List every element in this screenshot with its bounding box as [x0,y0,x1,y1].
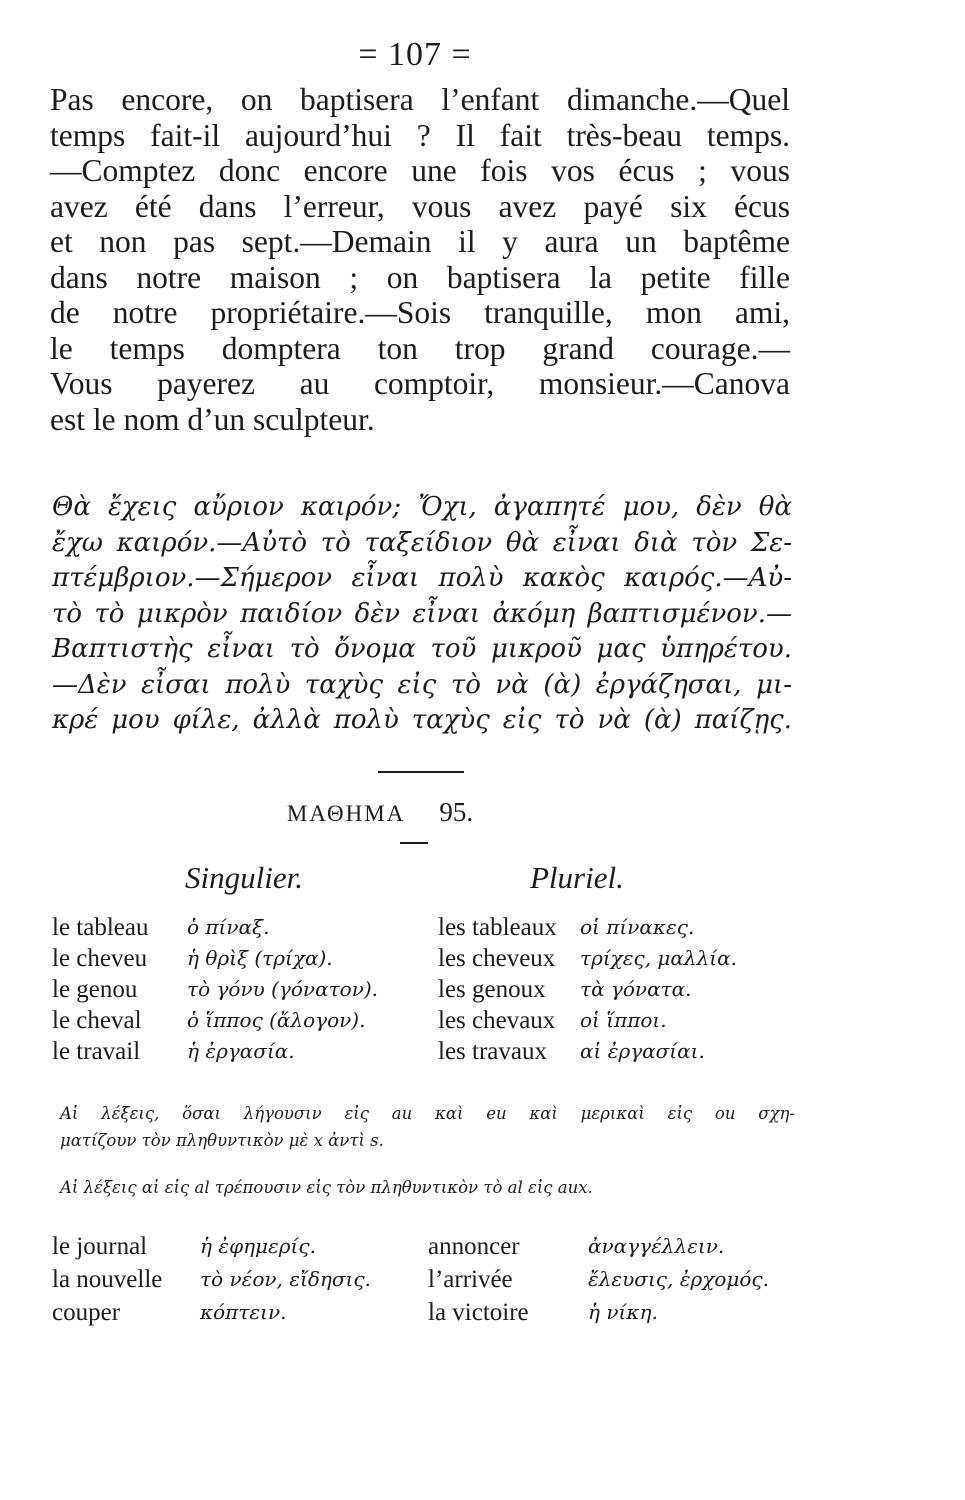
vocab-greek: τὸ νέον, εἴδησις. [200,1267,371,1291]
lesson-heading [0,797,760,828]
vocab-row [52,1005,432,1036]
french-line: et non pas sept.—Demain il y aura un baptême [50,224,790,259]
note-line: Αἱ λέξεις, ὅσαι λήγουσιν εἰς au καὶ eu καὶ μερικαὶ εἰς ou σχη- [60,1104,795,1123]
singular-vocab-list [52,912,432,1067]
vocab-row [52,1036,432,1067]
vocab-greek: ἡ ἐργασία. [187,1039,295,1063]
french-line: —Comptez donc encore une fois vos écus ; vous [50,153,790,188]
greek-line: ἔχω καιρόν.—Αὐτὸ τὸ ταξείδιον θὰ εἶναι διὰ τὸν Σε- [52,527,792,558]
plural-heading: Pluriel. [530,860,624,895]
vocab-greek: τὸ γόνυ (γόνατον). [187,977,379,1001]
vocab-greek: οἱ πίνακες. [580,915,695,939]
vocab-row [52,1263,432,1296]
vocab-french: annoncer [428,1233,520,1260]
vocab-greek: ἡ θρὶξ (τρίχα). [187,946,333,970]
lesson-number: 95. [439,797,474,827]
singular-heading: Singulier. [185,860,303,895]
french-line: temps fait-il aujourd’hui ? Il fait très-beau temps. [50,117,790,153]
vocab-greek: τὰ γόνατα. [580,977,692,1001]
grammar-note-plural-x [60,1100,795,1154]
vocab-row [428,1230,798,1263]
vocab-row [438,974,798,1005]
vocab-french: les travaux [438,1038,547,1065]
vocab-french: les cheveux [438,945,556,972]
grammar-note-plural-aux [60,1174,795,1201]
vocab-french: le journal [52,1233,148,1260]
vocab-greek: ὁ ἵππος (ἄλογον). [187,1008,366,1032]
vocab-row [438,1005,798,1036]
vocab-row [52,1296,432,1329]
french-line: avez été dans l’erreur, vous avez payé six écus [50,188,790,224]
vocab-greek: ἡ νίκη. [588,1300,658,1324]
note-line: ματίζουν τὸν πληθυντικὸν μὲ x ἀντὶ s. [60,1131,384,1150]
greek-line: —Δὲν εἶσαι πολὺ ταχὺς εἰς τὸ νὰ (ὰ) ἐργάζησαι, μι- [52,669,792,700]
vocab-row [52,974,432,1005]
vocab-greek: οἱ ἵπποι. [580,1008,667,1032]
vocab-greek: ἀναγγέλλειν. [588,1234,725,1258]
short-divider [400,842,428,844]
extra-vocab-left [52,1230,432,1329]
vocab-row [438,1036,798,1067]
vocab-row [52,912,432,943]
vocab-french: la victoire [428,1299,529,1326]
vocab-french: les chevaux [438,1007,556,1034]
section-divider [378,771,464,773]
vocab-french: le cheval [52,1007,142,1034]
vocab-row [52,1230,432,1263]
vocab-greek: ὁ πίναξ. [187,915,270,939]
vocab-french: les genoux [438,976,546,1003]
vocab-french: la nouvelle [52,1266,163,1293]
vocab-french: le travail [52,1038,141,1065]
vocab-row [438,943,798,974]
vocab-french: le cheveu [52,945,148,972]
greek-exercise-text [52,490,792,739]
vocab-french: l’arrivée [428,1266,513,1293]
french-exercise-text [50,82,790,437]
vocab-row [52,943,432,974]
french-line: Pas encore, on baptisera l’enfant dimanche.—Quel [50,82,790,117]
french-line: Vous payerez au comptoir, monsieur.—Canova [50,366,790,401]
vocab-greek: κόπτειν. [200,1300,287,1324]
plural-vocab-list [438,912,798,1067]
greek-line: Θὰ ἔχεις αὔριον καιρόν; Ὄχι, ἀγαπητέ μου, δὲν θὰ [52,492,792,522]
vocab-row [428,1263,798,1296]
vocab-greek: αἱ ἐργασίαι. [580,1039,705,1063]
vocab-row [428,1296,798,1329]
french-line: est le nom d’un sculpteur. [50,401,375,437]
greek-line: κρέ μου φίλε, ἀλλὰ πολὺ ταχὺς εἰς τὸ νὰ (ὰ) παίζῃς. [52,705,792,735]
vocab-greek: ἔλευσις, ἐρχομός. [588,1267,769,1291]
greek-line: Βαπτιστὴς εἶναι τὸ ὄνομα τοῦ μικροῦ μας ὑπηρέτου. [52,634,792,664]
french-line: dans notre maison ; on baptisera la petite fille [50,259,790,295]
vocab-french: couper [52,1299,121,1326]
lesson-title: ΜΑΘΗΜΑ [286,801,406,826]
vocab-french: le tableau [52,914,149,941]
greek-line: πτέμβριον.—Σήμερον εἶναι πολὺ κακὸς καιρός.—Αὐ- [52,563,792,593]
greek-line: τὸ τὸ μικρὸν παιδίον δὲν εἶναι ἀκόμη βαπτισμένον.— [52,598,792,629]
note-line: Αἱ λέξεις αἱ εἰς al τρέπουσιν εἰς τὸν πληθυντικὸν τὸ al εἰς aux. [60,1178,593,1197]
extra-vocab-right [428,1230,798,1329]
vocab-greek: τρίχες, μαλλία. [580,946,737,970]
french-line: de notre propriétaire.—Sois tranquille, mon ami, [50,295,790,330]
french-line: le temps domptera ton trop grand courage.— [50,330,790,366]
vocab-greek: ἡ ἐφημερίς. [200,1234,316,1258]
vocab-row [438,912,798,943]
vocab-french: les tableaux [438,914,557,941]
vocab-french: le genou [52,976,138,1003]
page-number: = 107 = [358,36,472,73]
